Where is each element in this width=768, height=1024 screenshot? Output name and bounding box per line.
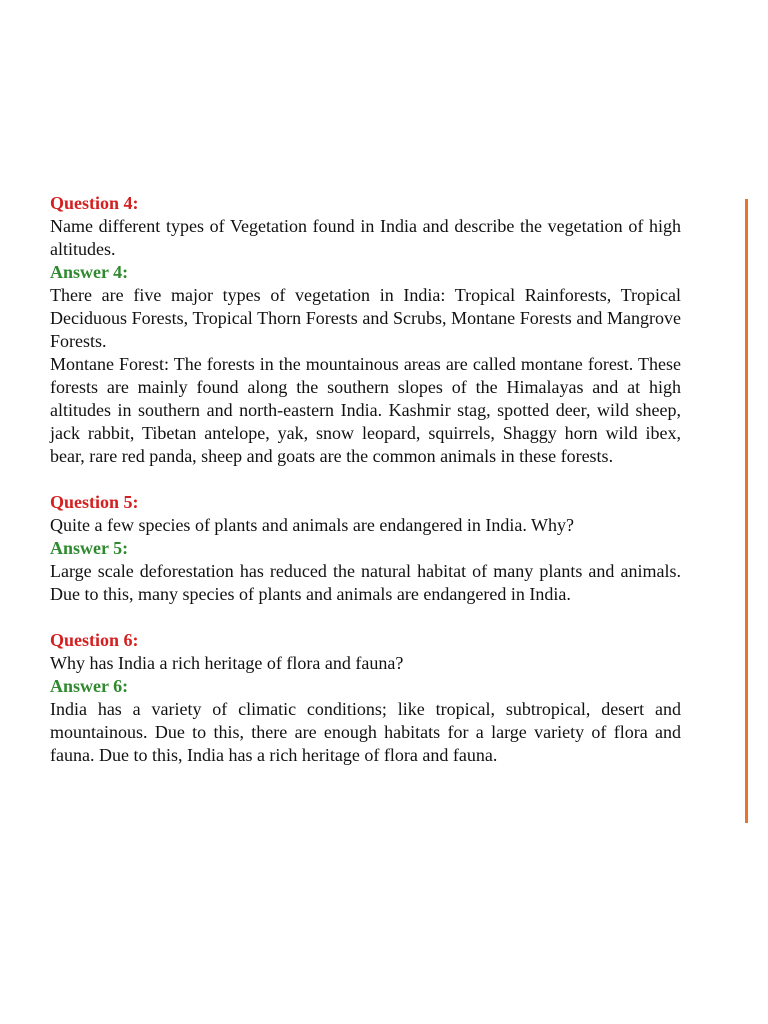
answer-paragraph: Montane Forest: The forests in the mountainous areas are called montane forest. These forests are mainly found along the southern slopes of the Himalayas and at high altitudes in southern and north-eastern India. Kashmir stag, spotted deer, wild sheep, jack rabbit, Tibetan antelope, yak, snow leopard, squirrels, Shaggy horn wild ibex, bear, rare red panda, sheep and goats are the common animals in these forests. bbox=[50, 354, 681, 466]
answer-paragraph: Large scale deforestation has reduced the natural habitat of many plants and animals. Due to this, many species of plants and animals are endangered in India. bbox=[50, 561, 681, 604]
question-label: Question 5: bbox=[50, 492, 139, 512]
qa-block-4 bbox=[50, 192, 681, 468]
question-text: Quite a few species of plants and animals are endangered in India. Why? bbox=[50, 515, 574, 535]
answer-label: Answer 4: bbox=[50, 262, 129, 282]
qa-block-5 bbox=[50, 491, 681, 606]
question-text: Name different types of Vegetation found in India and describe the vegetation of high altitudes. bbox=[50, 216, 681, 259]
qa-block-6 bbox=[50, 629, 681, 767]
question-text: Why has India a rich heritage of flora and fauna? bbox=[50, 653, 404, 673]
question-label: Question 6: bbox=[50, 630, 139, 650]
answer-label: Answer 6: bbox=[50, 676, 129, 696]
margin-rule bbox=[745, 199, 748, 823]
answer-label: Answer 5: bbox=[50, 538, 129, 558]
qa-content bbox=[50, 192, 681, 767]
answer-paragraph: There are five major types of vegetation in India: Tropical Rainforests, Tropical Deciduous Forests, Tropical Thorn Forests and Scrubs, Montane Forests and Mangrove Forests. bbox=[50, 285, 681, 351]
question-label: Question 4: bbox=[50, 193, 139, 213]
answer-paragraph: India has a variety of climatic conditions; like tropical, subtropical, desert and mountainous. Due to this, there are enough habitats for a large variety of flora and fauna. Due to this, India has a rich heritage of flora and fauna. bbox=[50, 699, 681, 765]
